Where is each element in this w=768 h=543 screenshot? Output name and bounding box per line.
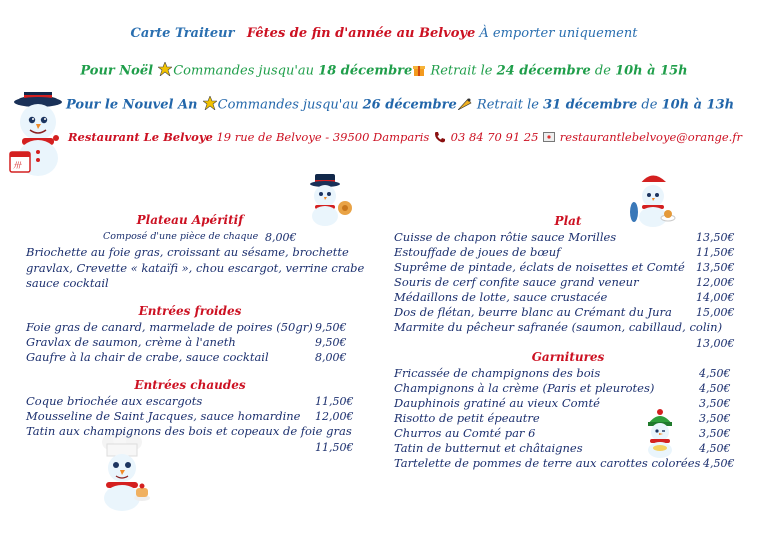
snowman-green-hat-bowl-illustration <box>642 408 678 462</box>
noel-label: Pour Noël <box>80 63 154 79</box>
title-carte-traiteur: Carte Traiteur <box>130 26 235 41</box>
noel-hours: 10h à 15h <box>615 63 688 79</box>
menu-item-name: Médaillons de lotte, sauce crustacée <box>394 290 608 304</box>
menu-item-name: Gaufre à la chair de crabe, sauce cocktail <box>26 350 269 364</box>
nouvel-an-pickup-date: 31 décembre <box>543 97 638 113</box>
menu-item-price: 4,50€ <box>699 442 731 455</box>
menu-item-name: Dos de flétan, beurre blanc au Crémant du Jura <box>394 305 672 319</box>
menu-item-name: Mousseline de Saint Jacques, sauce homardine <box>26 409 301 423</box>
nouvel-an-hours: 10h à 13h <box>661 97 735 113</box>
nouvel-an-orders-text: Commandes jusqu'au <box>217 97 359 113</box>
menu-item-name: Tartelette de pommes de terre aux carottes colorées <box>394 456 701 470</box>
section-title-plat: Plat <box>554 214 582 228</box>
nouvel-an-pickup-text: Retrait le <box>476 97 539 113</box>
menu-item-price: 9,50€ <box>315 321 347 334</box>
noel-orders-text: Commandes jusqu'au <box>173 63 315 79</box>
menu-item-name: Fricassée de champignons des bois <box>394 366 601 380</box>
menu-item-name: Tatin de butternut et châtaignes <box>394 441 583 455</box>
snowman-top-hat-calendar-illustration <box>8 92 66 184</box>
menu-item-price: 3,50€ <box>699 412 731 425</box>
snowman-chef-cake-illustration <box>94 432 150 516</box>
plateau-description-line: gravlax, Crevette « kataïfi », chou escargot, verrine crabe <box>26 261 365 275</box>
menu-item-name: Tatin aux champignons des bois et copeaux de foie gras <box>26 424 352 438</box>
menu-item-name: Dauphinois gratiné au vieux Comté <box>394 396 600 410</box>
plateau-subtitle: Composé d'une pièce de chaque <box>103 231 259 242</box>
noel-line <box>0 62 768 80</box>
menu-item-price: 4,50€ <box>699 367 731 380</box>
title-fetes: Fêtes de fin d'année au Belvoye <box>246 26 476 41</box>
noel-pickup-date: 24 décembre <box>496 63 591 79</box>
gift-icon <box>413 63 425 80</box>
title-line <box>0 26 768 41</box>
menu-item-name: Coque briochée aux escargots <box>26 394 203 408</box>
snowman-top-hat-cookie-illustration <box>305 172 357 230</box>
menu-item-name: Suprême de pintade, éclats de noisettes et Comté <box>394 260 685 274</box>
menu-item-price: 4,50€ <box>699 382 731 395</box>
menu-item-price: 4,50€ <box>703 457 735 470</box>
menu-item-price: 13,00€ <box>696 337 735 350</box>
menu-item-name: Souris de cerf confite sauce grand veneur <box>394 275 639 289</box>
star-icon <box>158 62 172 80</box>
section-title-entrees-froides: Entrées froides <box>138 304 242 318</box>
menu-item-price: 15,00€ <box>696 306 735 319</box>
menu-item-price: 13,50€ <box>696 261 735 274</box>
menu-item-price: 11,50€ <box>315 395 354 408</box>
section-title-plateau: Plateau Apéritif <box>136 213 244 227</box>
menu-item-price: 3,50€ <box>699 427 731 440</box>
menu-item-price: 12,00€ <box>315 410 354 423</box>
phone-number[interactable]: 03 84 70 91 25 <box>450 130 539 144</box>
mail-icon <box>543 131 555 145</box>
menu-item-name: Marmite du pêcheur safranée (saumon, cabillaud, colin) <box>394 320 723 334</box>
menu-item-price: 11,50€ <box>696 246 735 259</box>
restaurant-address: 19 rue de Belvoye - 39500 Damparis <box>216 130 430 144</box>
noel-pickup-text: Retrait le <box>430 63 493 79</box>
menu-item-name: Cuisse de chapon rôtie sauce Morilles <box>394 230 617 244</box>
noel-orders-date: 18 décembre <box>318 63 413 79</box>
menu-item-name: Gravlax de saumon, crème à l'aneth <box>26 335 236 349</box>
menu-item-price: 8,00€ <box>315 351 347 364</box>
plateau-description-line: sauce cocktail <box>26 276 109 290</box>
nouvel-an-label: Pour le Nouvel An <box>66 97 198 113</box>
menu-item-price: 3,50€ <box>699 397 731 410</box>
svg-text:卅: 卅 <box>13 161 21 170</box>
menu-item-name: Champignons à la crème (Paris et pleurotes) <box>394 381 655 395</box>
menu-item-price: 9,50€ <box>315 336 347 349</box>
party-horn-icon <box>458 97 472 114</box>
plateau-price: 8,00€ <box>265 231 297 244</box>
title-emporter: À emporter uniquement <box>479 26 638 41</box>
section-title-garnitures: Garnitures <box>531 350 605 364</box>
menu-item-price: 13,50€ <box>696 231 735 244</box>
restaurant-name: Restaurant Le Belvoye <box>68 130 213 144</box>
menu-item-price: 11,50€ <box>315 441 354 454</box>
menu-item-price: 12,00€ <box>696 276 735 289</box>
menu-item-price: 14,00€ <box>696 291 735 304</box>
star-icon <box>203 96 217 114</box>
email-link[interactable]: restaurantlebelvoye@orange.fr <box>559 130 743 144</box>
nouvel-an-hours-prefix: de <box>641 97 658 113</box>
menu-item-name: Foie gras de canard, marmelade de poires (50gr) <box>26 320 313 334</box>
nouvel-an-orders-date: 26 décembre <box>362 97 457 113</box>
section-title-entrees-chaudes: Entrées chaudes <box>134 378 246 392</box>
phone-icon <box>434 131 446 146</box>
menu-item-name: Estouffade de joues de bœuf <box>394 245 561 259</box>
menu-item-name: Risotto de petit épeautre <box>394 411 540 425</box>
menu-item-name: Churros au Comté par 6 <box>394 426 536 440</box>
contact-line <box>68 130 742 146</box>
plateau-description-line: Briochette au foie gras, croissant au sésame, brochette <box>26 245 349 259</box>
nouvel-an-line <box>66 96 734 114</box>
noel-hours-prefix: de <box>594 63 611 79</box>
